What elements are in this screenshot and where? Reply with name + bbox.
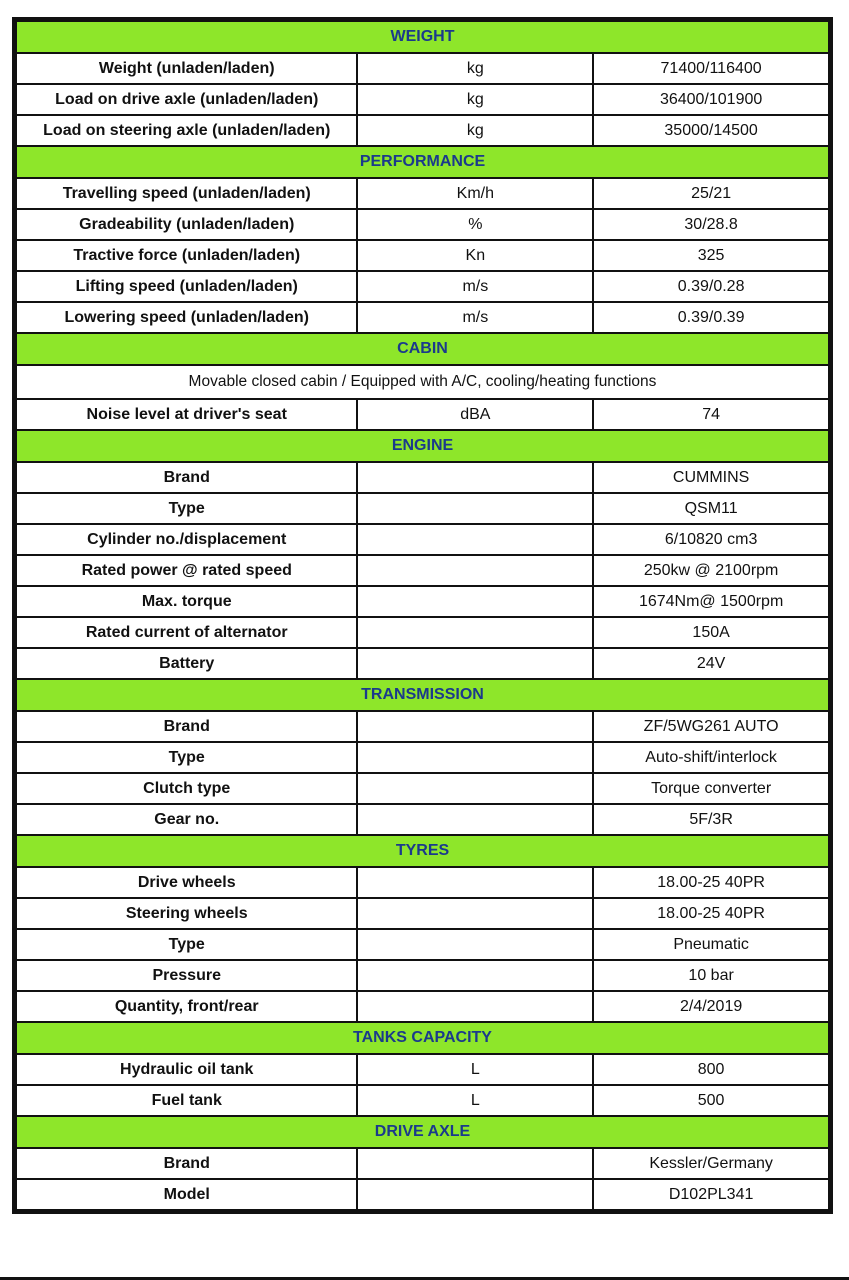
spec-label: Hydraulic oil tank <box>16 1054 357 1085</box>
spec-value: 35000/14500 <box>593 115 829 146</box>
spec-unit <box>357 524 593 555</box>
spec-value: 30/28.8 <box>593 209 829 240</box>
section-title: TYRES <box>16 835 829 867</box>
section-header <box>16 679 829 711</box>
table-row <box>16 586 829 617</box>
spec-unit: L <box>357 1054 593 1085</box>
table-row <box>16 867 829 898</box>
section-title: WEIGHT <box>16 21 829 53</box>
spec-table-body <box>16 21 829 1210</box>
table-row <box>16 462 829 493</box>
spec-unit: L <box>357 1085 593 1116</box>
spec-label: Tractive force (unladen/laden) <box>16 240 357 271</box>
spec-label: Rated power @ rated speed <box>16 555 357 586</box>
spec-label: Max. torque <box>16 586 357 617</box>
spec-unit <box>357 555 593 586</box>
spec-unit <box>357 898 593 929</box>
spec-label: Load on drive axle (unladen/laden) <box>16 84 357 115</box>
section-header <box>16 430 829 462</box>
section-title: ENGINE <box>16 430 829 462</box>
spec-value: Torque converter <box>593 773 829 804</box>
spec-label: Load on steering axle (unladen/laden) <box>16 115 357 146</box>
table-row <box>16 960 829 991</box>
spec-value: 250kw @ 2100rpm <box>593 555 829 586</box>
spec-label: Brand <box>16 1148 357 1179</box>
spec-label: Type <box>16 929 357 960</box>
spec-value: 800 <box>593 1054 829 1085</box>
spec-unit <box>357 929 593 960</box>
spec-unit: m/s <box>357 271 593 302</box>
spec-label: Type <box>16 742 357 773</box>
section-header <box>16 333 829 365</box>
spec-value: Pneumatic <box>593 929 829 960</box>
spec-label: Noise level at driver's seat <box>16 399 357 430</box>
table-row <box>16 742 829 773</box>
spec-value: QSM11 <box>593 493 829 524</box>
spec-value: 25/21 <box>593 178 829 209</box>
table-row <box>16 617 829 648</box>
spec-value: 6/10820 cm3 <box>593 524 829 555</box>
table-row <box>16 53 829 84</box>
spec-label: Brand <box>16 462 357 493</box>
section-title: TRANSMISSION <box>16 679 829 711</box>
spec-unit: % <box>357 209 593 240</box>
spec-value: ZF/5WG261 AUTO <box>593 711 829 742</box>
spec-label: Fuel tank <box>16 1085 357 1116</box>
spec-unit <box>357 742 593 773</box>
table-row <box>16 804 829 835</box>
spec-unit <box>357 1179 593 1210</box>
spec-label: Quantity, front/rear <box>16 991 357 1022</box>
spec-label: Pressure <box>16 960 357 991</box>
spec-value: CUMMINS <box>593 462 829 493</box>
spec-unit <box>357 991 593 1022</box>
spec-table <box>15 20 830 1211</box>
section-note: Movable closed cabin / Equipped with A/C, cooling/heating functions <box>16 365 829 399</box>
table-row <box>16 1148 829 1179</box>
table-row <box>16 711 829 742</box>
spec-unit <box>357 648 593 679</box>
spec-value: 10 bar <box>593 960 829 991</box>
spec-value: 0.39/0.28 <box>593 271 829 302</box>
table-row <box>16 302 829 333</box>
table-row <box>16 524 829 555</box>
table-row <box>16 271 829 302</box>
spec-label: Battery <box>16 648 357 679</box>
spec-value: 36400/101900 <box>593 84 829 115</box>
spec-label: Model <box>16 1179 357 1210</box>
section-header <box>16 21 829 53</box>
spec-value: 500 <box>593 1085 829 1116</box>
table-row <box>16 648 829 679</box>
spec-label: Gear no. <box>16 804 357 835</box>
spec-value: 150A <box>593 617 829 648</box>
table-row <box>16 178 829 209</box>
spec-value: D102PL341 <box>593 1179 829 1210</box>
spec-unit: kg <box>357 115 593 146</box>
spec-value: 1674Nm@ 1500rpm <box>593 586 829 617</box>
spec-value: 5F/3R <box>593 804 829 835</box>
spec-unit <box>357 1148 593 1179</box>
spec-unit <box>357 617 593 648</box>
section-title: PERFORMANCE <box>16 146 829 178</box>
table-row <box>16 84 829 115</box>
spec-label: Cylinder no./displacement <box>16 524 357 555</box>
table-row <box>16 773 829 804</box>
table-row <box>16 555 829 586</box>
spec-label: Lifting speed (unladen/laden) <box>16 271 357 302</box>
spec-unit: Kn <box>357 240 593 271</box>
spec-value: 2/4/2019 <box>593 991 829 1022</box>
section-note-row <box>16 365 829 399</box>
spec-value: 24V <box>593 648 829 679</box>
spec-label: Lowering speed (unladen/laden) <box>16 302 357 333</box>
table-row <box>16 1179 829 1210</box>
spec-label: Weight (unladen/laden) <box>16 53 357 84</box>
spec-unit: m/s <box>357 302 593 333</box>
section-header <box>16 146 829 178</box>
spec-unit <box>357 867 593 898</box>
spec-label: Clutch type <box>16 773 357 804</box>
table-row <box>16 240 829 271</box>
spec-unit <box>357 462 593 493</box>
section-header <box>16 835 829 867</box>
spec-value: 71400/116400 <box>593 53 829 84</box>
spec-label: Drive wheels <box>16 867 357 898</box>
table-row <box>16 493 829 524</box>
spec-unit <box>357 960 593 991</box>
table-row <box>16 115 829 146</box>
table-row <box>16 1054 829 1085</box>
spec-label: Type <box>16 493 357 524</box>
spec-unit: kg <box>357 53 593 84</box>
spec-unit: dBA <box>357 399 593 430</box>
table-row <box>16 898 829 929</box>
section-title: DRIVE AXLE <box>16 1116 829 1148</box>
spec-label: Gradeability (unladen/laden) <box>16 209 357 240</box>
table-row <box>16 399 829 430</box>
spec-label: Steering wheels <box>16 898 357 929</box>
table-row <box>16 1085 829 1116</box>
spec-value: Auto-shift/interlock <box>593 742 829 773</box>
spec-label: Travelling speed (unladen/laden) <box>16 178 357 209</box>
spec-unit <box>357 586 593 617</box>
spec-value: Kessler/Germany <box>593 1148 829 1179</box>
spec-unit: kg <box>357 84 593 115</box>
section-header <box>16 1022 829 1054</box>
spec-unit <box>357 493 593 524</box>
spec-value: 18.00-25 40PR <box>593 898 829 929</box>
section-title: TANKS CAPACITY <box>16 1022 829 1054</box>
spec-value: 0.39/0.39 <box>593 302 829 333</box>
spec-unit <box>357 804 593 835</box>
spec-label: Brand <box>16 711 357 742</box>
spec-unit <box>357 711 593 742</box>
table-row <box>16 209 829 240</box>
table-row <box>16 991 829 1022</box>
spec-value: 18.00-25 40PR <box>593 867 829 898</box>
spec-label: Rated current of alternator <box>16 617 357 648</box>
section-title: CABIN <box>16 333 829 365</box>
spec-unit <box>357 773 593 804</box>
table-row <box>16 929 829 960</box>
section-header <box>16 1116 829 1148</box>
spec-unit: Km/h <box>357 178 593 209</box>
spec-sheet <box>12 17 833 1214</box>
spec-value: 74 <box>593 399 829 430</box>
spec-value: 325 <box>593 240 829 271</box>
